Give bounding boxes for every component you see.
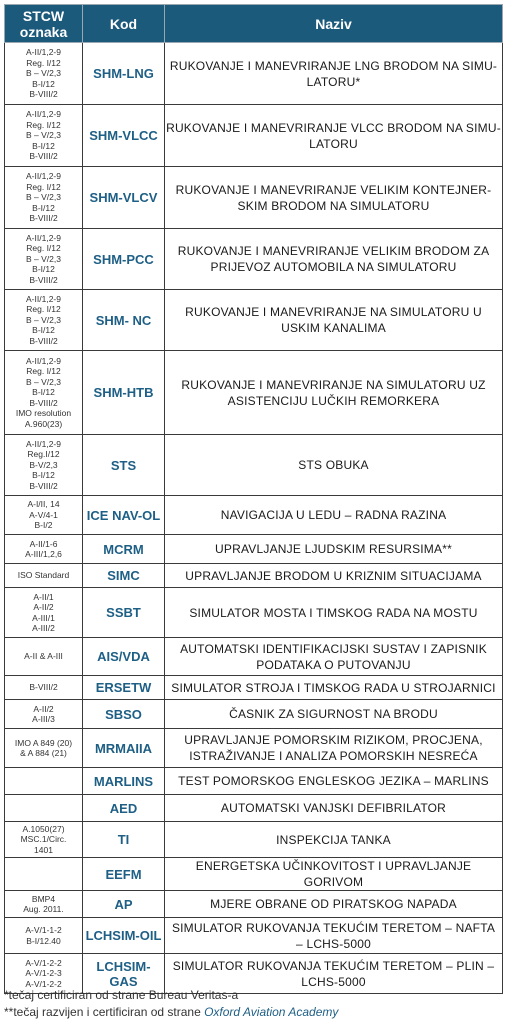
name-cell: UPRAVLJANJE POMORSKIM RIZIKOM, PROCJENA, ISTRAŽIVANJE I ANALIZA POMORSKIH NESREĆA xyxy=(165,729,503,768)
table-row xyxy=(5,768,503,795)
table-row xyxy=(5,588,503,638)
table-row xyxy=(5,676,503,700)
name-cell: MJERE OBRANE OD PIRATSKOG NAPADA xyxy=(165,891,503,918)
code-cell: SHM- NC xyxy=(83,290,165,351)
table-row xyxy=(5,105,503,167)
table-row xyxy=(5,351,503,435)
table-row xyxy=(5,729,503,768)
stcw-cell: A-II/1,2-9 Reg. I/12 B – V/2,3 B-I/12 B-VIII/2 xyxy=(5,105,83,167)
table-row xyxy=(5,795,503,822)
table-header-row xyxy=(5,5,503,43)
stcw-cell: A-II/1,2-9 Reg. I/12 B – V/2,3 B-I/12 B-VIII/2 xyxy=(5,229,83,290)
name-cell: RUKOVANJE I MANEVRIRANJE VELIKIM BRODOM ZA PRIJEVOZ AUTOMOBILA NA SIMULATORU xyxy=(165,229,503,290)
name-cell: NAVIGACIJA U LEDU – RADNA RAZINA xyxy=(165,496,503,535)
footnote-oxford-org: Oxford Aviation Academy xyxy=(204,1005,339,1019)
stcw-cell: A-II/1,2-9 Reg. I/12 B – V/2,3 B-I/12 B-VIII/2 xyxy=(5,290,83,351)
stcw-cell: A-I/II, 14 A-V/4-1 B-I/2 xyxy=(5,496,83,535)
code-cell: TI xyxy=(83,822,165,858)
course-table xyxy=(4,4,503,994)
stcw-cell xyxy=(5,795,83,822)
header-kod: Kod xyxy=(83,5,165,43)
stcw-cell: A-II & A-III xyxy=(5,638,83,676)
table-row xyxy=(5,638,503,676)
code-cell: SHM-VLCC xyxy=(83,105,165,167)
code-cell: SSBT xyxy=(83,588,165,638)
code-cell: AIS/VDA xyxy=(83,638,165,676)
stcw-cell: A-II/1,2-9 Reg. I/12 B – V/2,3 B-I/12 B-VIII/2 xyxy=(5,167,83,229)
table-row xyxy=(5,858,503,891)
name-cell: RUKOVANJE I MANEVRIRANJE NA SIMULATORU U USKIM KANALIMA xyxy=(165,290,503,351)
footnote-bureau-veritas: *tečaj certificiran od strane Bureau Veritas-a xyxy=(4,988,239,1002)
code-cell: MCRM xyxy=(83,535,165,564)
name-cell: SIMULATOR RUKOVANJA TEKUĆIM TERETOM – NAFTA – LCHS-5000 xyxy=(165,918,503,954)
code-cell: SHM-PCC xyxy=(83,229,165,290)
footnote-oxford xyxy=(4,1005,338,1019)
stcw-cell: A.1050(27) MSC.1/Circ. 1401 xyxy=(5,822,83,858)
stcw-cell: A-II/1,2-9 Reg. I/12 B – V/2,3 B-I/12 B-VIII/2 IMO resolution A.960(23) xyxy=(5,351,83,435)
header-naziv: Naziv xyxy=(165,5,503,43)
code-cell: ERSETW xyxy=(83,676,165,700)
name-cell: SIMULATOR MOSTA I TIMSKOG RADA NA MOSTU xyxy=(165,588,503,638)
name-cell: RUKOVANJE I MANEVRIRANJE LNG BRODOM NA SIMU- LATORU* xyxy=(165,43,503,105)
code-cell: SHM-VLCV xyxy=(83,167,165,229)
name-cell: TEST POMORSKOG ENGLESKOG JEZIKA – MARLINS xyxy=(165,768,503,795)
table-row xyxy=(5,891,503,918)
stcw-cell: A-II/1-6 A-III/1,2,6 xyxy=(5,535,83,564)
code-cell: LCHSIM- GAS xyxy=(83,954,165,994)
code-cell: AP xyxy=(83,891,165,918)
name-cell: ČASNIK ZA SIGURNOST NA BRODU xyxy=(165,700,503,729)
code-cell: EEFM xyxy=(83,858,165,891)
stcw-cell: A-II/1 A-II/2 A-III/1 A-III/2 xyxy=(5,588,83,638)
code-cell: MARLINS xyxy=(83,768,165,795)
code-cell: SHM-HTB xyxy=(83,351,165,435)
name-cell: RUKOVANJE I MANEVRIRANJE NA SIMULATORU UZ ASISTENCIJU LUČKIH REMORKERA xyxy=(165,351,503,435)
table-row xyxy=(5,822,503,858)
footnote-oxford-prefix: **tečaj razvijen i certificiran od strane xyxy=(4,1005,205,1019)
stcw-cell: IMO A 849 (20) & A 884 (21) xyxy=(5,729,83,768)
table-row xyxy=(5,496,503,535)
stcw-cell: ISO Standard xyxy=(5,564,83,588)
table-row xyxy=(5,167,503,229)
table-row xyxy=(5,700,503,729)
stcw-cell: A-V/1-1-2 B-I/12.40 xyxy=(5,918,83,954)
code-cell: SIMC xyxy=(83,564,165,588)
name-cell: AUTOMATSKI IDENTIFIKACIJSKI SUSTAV I ZAPISNIK PODATAKA O PUTOVANJU xyxy=(165,638,503,676)
name-cell: STS OBUKA xyxy=(165,435,503,496)
code-cell: SHM-LNG xyxy=(83,43,165,105)
code-cell: MRMAIIA xyxy=(83,729,165,768)
name-cell: AUTOMATSKI VANJSKI DEFIBRILATOR xyxy=(165,795,503,822)
name-cell: RUKOVANJE I MANEVRIRANJE VLCC BRODOM NA SIMU- LATORU xyxy=(165,105,503,167)
code-cell: AED xyxy=(83,795,165,822)
stcw-cell xyxy=(5,768,83,795)
table-row xyxy=(5,43,503,105)
name-cell: UPRAVLJANJE LJUDSKIM RESURSIMA** xyxy=(165,535,503,564)
stcw-cell xyxy=(5,858,83,891)
code-cell: SBSO xyxy=(83,700,165,729)
table-row xyxy=(5,229,503,290)
stcw-cell: A-II/1,2-9 Reg. I/12 B – V/2,3 B-I/12 B-VIII/2 xyxy=(5,43,83,105)
name-cell: SIMULATOR RUKOVANJA TEKUĆIM TERETOM – PLIN – LCHS-5000 xyxy=(165,954,503,994)
name-cell: RUKOVANJE I MANEVRIRANJE VELIKIM KONTEJNER- SKIM BRODOM NA SIMULATORU xyxy=(165,167,503,229)
table-row xyxy=(5,535,503,564)
code-cell: ICE NAV-OL xyxy=(83,496,165,535)
name-cell: UPRAVLJANJE BRODOM U KRIZNIM SITUACIJAMA xyxy=(165,564,503,588)
stcw-cell: BMP4 Aug. 2011. xyxy=(5,891,83,918)
name-cell: SIMULATOR STROJA I TIMSKOG RADA U STROJARNICI xyxy=(165,676,503,700)
code-cell: STS xyxy=(83,435,165,496)
header-stcw: STCW oznaka xyxy=(5,5,83,43)
stcw-cell: A-V/1-2-2 A-V/1-2-3 A-V/1-2-2 xyxy=(5,954,83,994)
stcw-cell: B-VIII/2 xyxy=(5,676,83,700)
table-row xyxy=(5,435,503,496)
stcw-cell: A-II/1,2-9 Reg.I/12 B-V/2,3 B-I/12 B-VIII/2 xyxy=(5,435,83,496)
stcw-cell: A-II/2 A-III/3 xyxy=(5,700,83,729)
table-row xyxy=(5,918,503,954)
code-cell: LCHSIM-OIL xyxy=(83,918,165,954)
name-cell: INSPEKCIJA TANKA xyxy=(165,822,503,858)
name-cell: ENERGETSKA UČINKOVITOST I UPRAVLJANJE GORIVOM xyxy=(165,858,503,891)
table-row xyxy=(5,564,503,588)
table-row xyxy=(5,290,503,351)
